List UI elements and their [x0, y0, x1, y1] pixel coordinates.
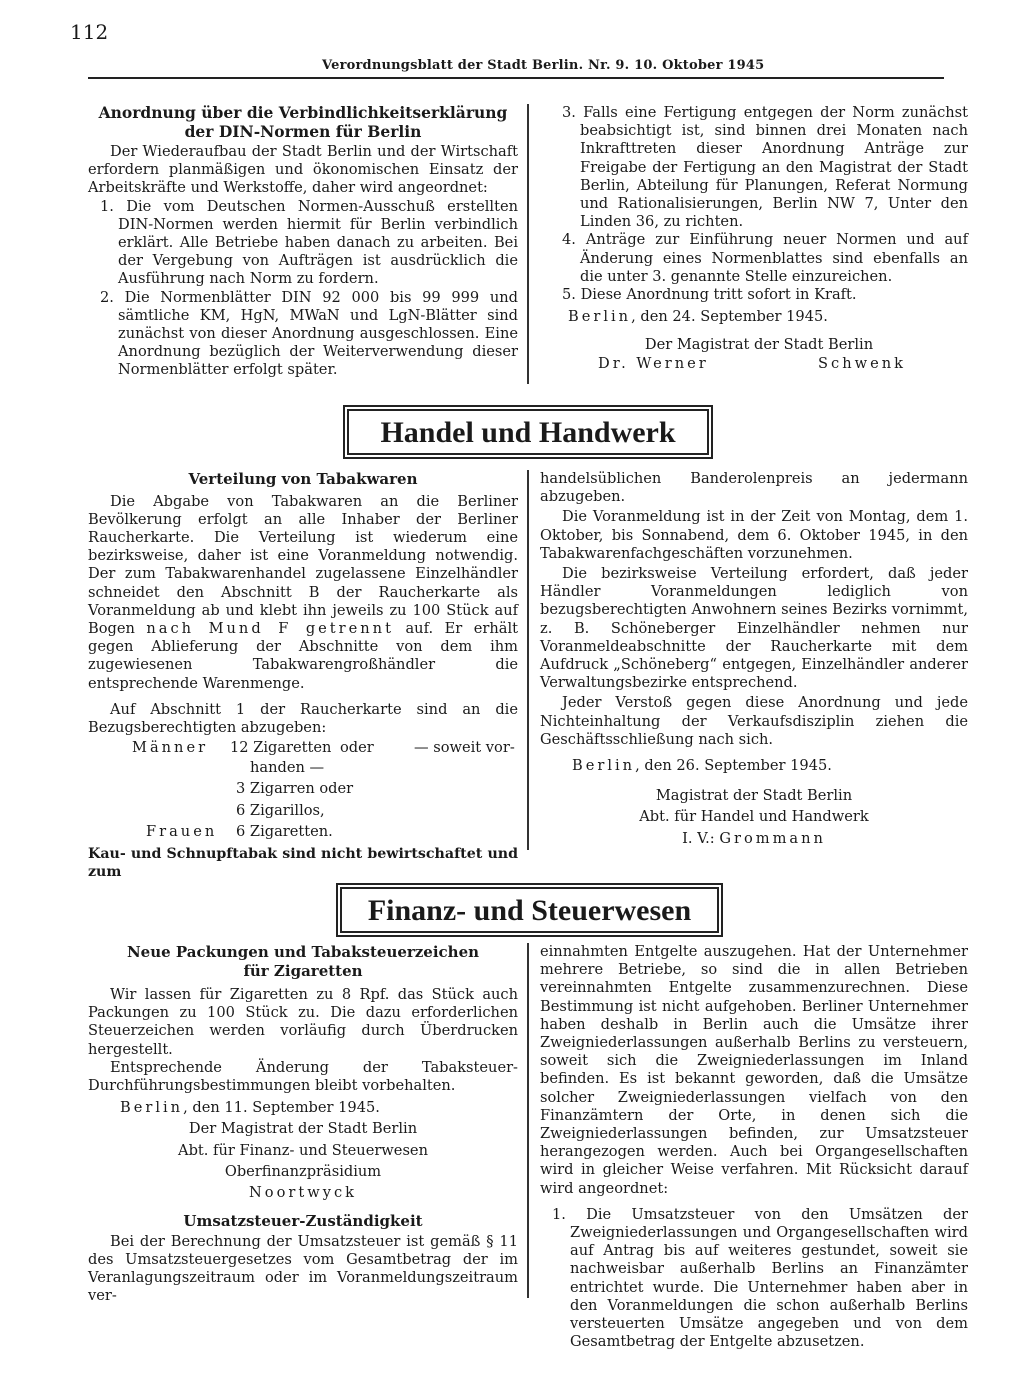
tabak-signature-name: Grommann [719, 829, 826, 847]
din-authority: Der Magistrat der Stadt Berlin [644, 336, 874, 354]
men-availability-end: handen — [250, 759, 325, 777]
packungen-title-1: Neue Packungen und Tabaksteuerzeichen [126, 943, 480, 961]
women-cigarettes: 6 Zigaretten. [236, 823, 333, 841]
din-intro: Der Wiederaufbau der Stadt Berlin und der Wirtschaft erfordern planmäßigen und ökonomischen Einsatz der Arbeitskräfte und Werkstoffe, daher wird angeordnet: [88, 143, 518, 197]
packungen-authority-3: Oberfinanzpräsidium [224, 1162, 382, 1180]
tabak-date: , den 26. September 1945. [635, 757, 832, 775]
tabak-paragraph-3-start: Kau- und Schnupftabak sind nicht bewirtschaftet und zum [88, 846, 518, 881]
column-divider [527, 104, 529, 384]
din-item-5: 5. Diese Anordnung tritt sofort in Kraft. [562, 286, 857, 304]
packungen-date: , den 11. September 1945. [183, 1099, 380, 1117]
umsatz-item-1: 1. Die Umsatzsteuer von den Umsätzen der Zweigniederlassungen und Organgesellschaften wird auf Antrag bis auf weiteres gestundet, soweit sie nachweisbar außerhalb Berlins an Finanzämter entrichtet wurde. Die Unternehmer haben aber in den Voranmeldungen die schon außerhalb Berlins versteuerten Umsätze angegeben und von dem Gesamtbetrag der Entgelte abzusetzen. [552, 1205, 968, 1351]
packungen-date-line [88, 1099, 518, 1117]
din-date-place: Berlin [568, 308, 632, 326]
din-signatures [550, 355, 968, 373]
packungen-date-place: Berlin [120, 1099, 184, 1117]
packungen-signature: Noortwyck [249, 1184, 357, 1202]
tabak-paragraph-1 [88, 493, 518, 693]
section-heading-handel: Handel und Handwerk [347, 409, 709, 455]
tabak-paragraph-2: Auf Abschnitt 1 der Raucherkarte sind an die Bezugsberechtigten abzugeben: [88, 700, 518, 736]
men-cigarettes: 12 Zigaretten [230, 739, 332, 757]
women-label: Frauen [146, 823, 218, 841]
umsatz-paragraph-1-start: Bei der Berechnung der Umsatzsteuer ist gemäß § 11 des Umsatzsteuergesetzes vom Gesamtbetrag der im Veranlagungszeitraum oder im Voranmeldungszeitraum ver- [88, 1232, 518, 1305]
column-divider-2 [527, 470, 529, 850]
tabak-p1-spaced: nach Mund F getrennt [146, 619, 394, 637]
din-date: , den 24. September 1945. [631, 308, 828, 326]
tabak-paragraph-6: Jeder Verstoß gegen diese Anordnung und jede Nichteinhaltung der Verkaufsdisziplin ziehen die Geschäftsschließung nach sich. [540, 694, 968, 748]
tabak-paragraph-4: Die Voranmeldung ist in der Zeit von Montag, dem 1. Oktober, bis Sonnabend, dem 6. Oktober 1945, in den Tabakwarenfachgeschäften vorzunehmen. [540, 508, 968, 562]
tabak-signature [540, 830, 968, 848]
tabak-signature-prefix: I. V.: [682, 829, 715, 847]
din-item-4: 4. Anträge zur Einführung neuer Normen und auf Änderung eines Normenblattes sind ebenfalls an die unter 3. genannte Stelle einzureichen. [562, 231, 968, 285]
column-divider-3 [527, 943, 529, 1298]
tabak-right-column [540, 470, 968, 848]
ration-table [88, 739, 518, 841]
din-item-1: 1. Die vom Deutschen Normen-Ausschuß erstellten DIN-Normen werden hiermit für Berlin verbindlich erklärt. Alle Betriebe haben danach zu arbeiten. Bei der Vergebung von Aufträgen ist ausdrücklich die Ausführung nach Norm zu fordern. [100, 197, 518, 288]
din-left-column [88, 104, 518, 380]
page-number: 112 [70, 20, 109, 44]
packungen-title-2: für Zigaretten [243, 961, 363, 980]
tabak-authority-2: Abt. für Handel und Handwerk [639, 808, 869, 826]
tabak-title: Verteilung von Tabakwaren [188, 470, 418, 488]
men-availability: — soweit vor- [414, 739, 515, 757]
din-item-2: 2. Die Normenblätter DIN 92 000 bis 99 999 und sämtliche KM, HgN, MWaN und LgN-Blätter sind zunächst von dieser Anordnung ausgeschlossen. Eine Anordnung bezüglich der Weiterverwendung dieser Normenblätter erfolgt später. [100, 288, 518, 379]
section-heading-finanz: Finanz- und Steuerwesen [340, 887, 719, 933]
packungen-paragraph-2: Entsprechende Änderung der Tabaksteuer-Durchführungsbestimmungen bleibt vorbehalten. [88, 1058, 518, 1095]
din-date-line [550, 308, 968, 326]
din-signature-right: Schwenk [818, 354, 906, 372]
packungen-paragraph-1: Wir lassen für Zigaretten zu 8 Rpf. das Stück auch Packungen zu 100 Stück zu. Die dazu erforderlichen Steuerzeichen werden vorläufig durch Überdrucken hergestellt. [88, 986, 518, 1058]
header-rule [88, 77, 944, 79]
tabak-date-line [540, 757, 968, 775]
packungen-authority-1: Der Magistrat der Stadt Berlin [188, 1120, 418, 1138]
men-cigars: 3 Zigarren oder [236, 780, 354, 798]
din-item-3: 3. Falls eine Fertigung entgegen der Norm zunächst beabsichtigt ist, sind binnen drei Monaten nach Inkrafttreten dieser Anordnung Anträge zur Freigabe der Fertigung an den Magistrat der Stadt Berlin, Abteilung für Planungen, Referat Normung und Rationalisierungen, Berlin NW 7, Unter den Linden 36, zu richten. [562, 104, 968, 231]
publication-header: Verordnungsblatt der Stadt Berlin. Nr. 9. 10. Oktober 1945 [322, 58, 765, 73]
men-cigarillos: 6 Zigarillos, [236, 802, 325, 820]
packungen-authority-2: Abt. für Finanz- und Steuerwesen [178, 1141, 428, 1159]
din-title: Anordnung über die Verbindlichkeitserklärung der DIN-Normen für Berlin [98, 103, 508, 141]
umsatz-paragraph-1-end: einnahmten Entgelte auszugehen. Hat der Unternehmer mehrere Betriebe, so sind die in allen Betrieben vereinnahmten Entgelte zusammenzurechnen. Diese Bestimmung ist nicht aufgehoben. Berliner Unternehmer haben deshalb in Berlin auch die Umsätze ihrer Zweigniederlassungen außerhalb Berlins zu versteuern, soweit sich die Zweigniederlassungen im Inland befinden. Es ist bekannt geworden, daß die Umsätze solcher Zweigniederlassungen vielfach von den Finanzämtern der Orte, in denen sich die Zweigniederlassungen befinden, zur Umsatzsteuer herangezogen werden. Auch bei Organgesellschaften wird in gleicher Weise verfahren. Mit Rücksicht darauf wird angeordnet: [540, 943, 968, 1197]
umsatz-title: Umsatzsteuer-Zuständigkeit [183, 1212, 423, 1231]
finanz-right-column [540, 943, 968, 1351]
men-or: oder [340, 739, 374, 757]
tabak-date-place: Berlin [572, 757, 636, 775]
din-signature-left: Dr. Werner [598, 354, 709, 372]
tabak-paragraph-5: Die bezirksweise Verteilung erfordert, daß jeder Händler Voranmeldungen lediglich von bezugsberechtigten Anwohnern seines Bezirks vornimmt, z. B. Schöneberger Einzelhändler nehmen nur Voranmeldeabschnitte der Raucherkarte mit dem Aufdruck „Schöneberg“ entgegen, Einzelhändler anderer Verwaltungsbezirke entsprechend. [540, 565, 969, 692]
tabak-p1-text-a: Die Abgabe von Tabakwaren an die Berliner Bevölkerung erfolgt an alle Inhaber der Berliner Raucherkarte. Die Verteilung ist wiederum eine bezirksweise, daher ist eine Voranmeldung notwendig. Der zum Tabakwarenhandel zugelassene Einzelhändler schneidet den Abschnitt B der Raucherkarte als Voranmeldung ab und klebt ihn jeweils zu 100 Stück auf Bogen [88, 492, 518, 637]
tabak-p1-text-c: auf. Er erhält gegen Ablieferung der Abschnitte von dem ihm zugewiesenen Tabakwarengroßhändler die entsprechende Warenmenge. [88, 619, 518, 692]
tabak-authority-1: Magistrat der Stadt Berlin [655, 787, 853, 805]
finanz-left-column [88, 943, 518, 1306]
men-label: Männer [132, 739, 209, 757]
tabak-paragraph-3-end: handelsüblichen Banderolenpreis an jedermann abzugeben. [540, 470, 968, 506]
tabak-left-column [88, 470, 518, 882]
din-right-column [550, 104, 968, 373]
